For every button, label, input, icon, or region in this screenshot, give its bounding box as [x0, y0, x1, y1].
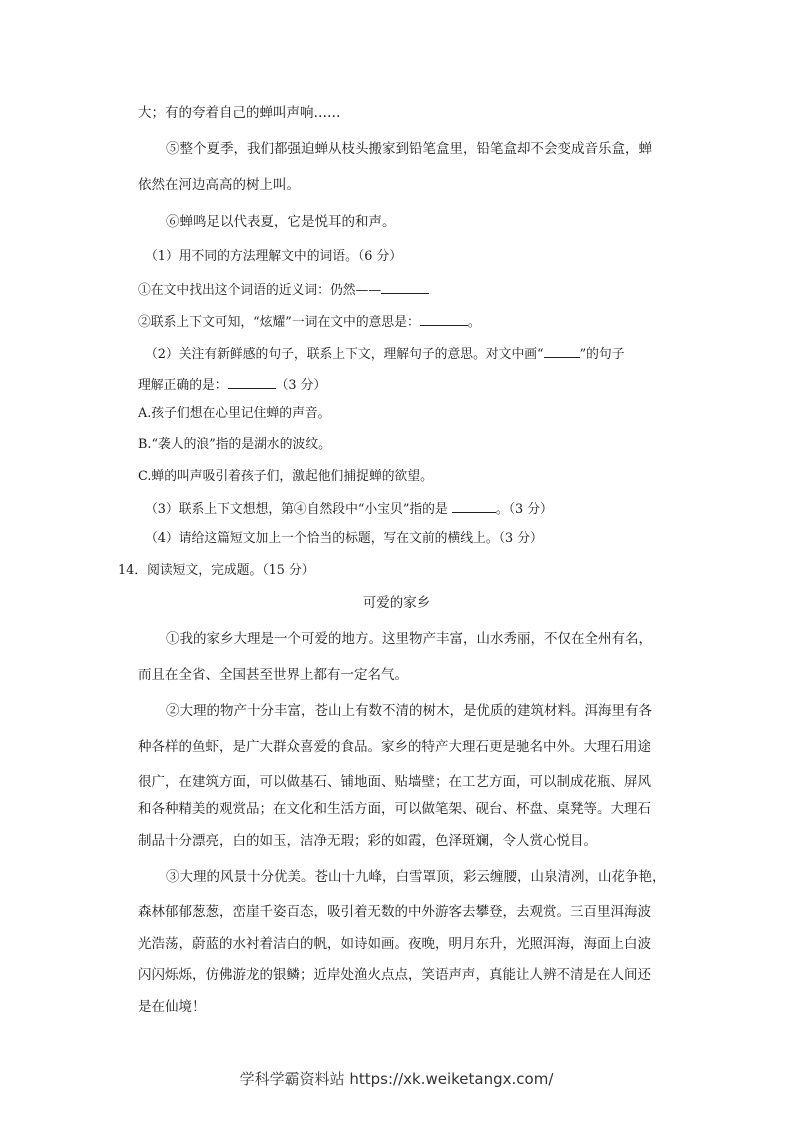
- question-14-heading: 14．阅读短文，完成题。（15 分）: [118, 563, 315, 578]
- article-paragraph-2: 制品十分漂亮，白的如玉，洁净无瑕；彩的如霞，色泽斑斓，令人赏心悦目。: [138, 833, 597, 849]
- question-2-text: （2）关注有新鲜感的句子，联系上下文，理解句子的意思。对文中画“: [145, 347, 544, 362]
- question-1b-suffix: 。: [467, 315, 481, 330]
- question-2-cont-text: 理解正确的是：: [138, 378, 228, 393]
- question-2-cont: [138, 375, 326, 395]
- question-1: （1）用不同的方法理解文中的词语。（6 分）: [145, 249, 403, 264]
- paragraph-6: ⑥蝉鸣足以代表夏，它是悦耳的和声。: [166, 214, 396, 230]
- article-paragraph-3: 森林郁郁葱葱，峦崖千姿百态，吸引着无数的中外游客去攀登，去观赏。三百里洱海波: [138, 904, 651, 920]
- question-1a-text: ①在文中找出这个词语的近义词：仍然——: [138, 283, 382, 298]
- underline-marker: [544, 344, 580, 358]
- question-1b-text: ②联系上下文可知，“炫耀”一词在文中的意思是：: [138, 315, 420, 330]
- paragraph-5-line: ⑤整个夏季，我们都强迫蝉从枝头搬家到铅笔盒里，铅笔盒却不会变成音乐盒，蝉: [166, 141, 652, 157]
- answer-blank[interactable]: [381, 280, 429, 294]
- question-2: [145, 344, 625, 364]
- article-paragraph-2: 很广，在建筑方面，可以做基石、铺地面、贴墙壁；在工艺方面，可以制成花瓶、屏风: [138, 774, 651, 790]
- question-1b: [138, 312, 481, 332]
- answer-blank[interactable]: [420, 312, 468, 326]
- passage-line: 大；有的夸着自己的蝉叫声响……: [138, 105, 341, 121]
- question-4: （4）请给这篇短文加上一个恰当的标题，写在文前的横线上。（3 分）: [145, 531, 543, 546]
- article-paragraph-2: 种各样的鱼虾，是广大群众喜爱的食品。家乡的特产大理石更是驰名中外。大理石用途: [138, 739, 651, 755]
- article-paragraph-3: 闪闪烁烁，仿佛游龙的银鳞；近岸处渔火点点，笑语声声，真能让人辨不清是在人间还: [138, 967, 651, 983]
- question-2-suffix: ”的句子: [579, 347, 625, 362]
- option-c: C.蝉的叫声吸引着孩子们，激起他们捕捉蝉的欲望。: [138, 469, 433, 484]
- option-b: B.“袭人的浪”指的是湖水的波纹。: [138, 437, 331, 452]
- article-paragraph-3: 是在仙境！: [138, 999, 206, 1015]
- article-paragraph-1: 而且在全省、全国甚至世界上都有一定名气。: [138, 667, 408, 683]
- article-paragraph-3: ③大理的风景十分优美。苍山十九峰，白雪罩顶，彩云缠腰，山泉清冽，山花争艳，: [166, 869, 666, 885]
- question-2-score: （3 分）: [275, 378, 327, 393]
- question-3: [145, 499, 553, 519]
- question-3-text: （3）联系上下文想想，第④自然段中“小宝贝”指的是: [145, 502, 448, 517]
- question-3-suffix: 。（3 分）: [495, 502, 553, 517]
- answer-blank[interactable]: [452, 499, 496, 513]
- article-paragraph-3: 光浩荡，蔚蓝的水衬着洁白的帆，如诗如画。夜晚，明月东升，光照洱海，海面上白波: [138, 936, 651, 952]
- article-paragraph-2: ②大理的物产十分丰富，苍山上有数不清的树木，是优质的建筑材料。洱海里有各: [166, 703, 652, 719]
- option-a: A.孩子们想在心里记住蝉的声音。: [138, 406, 331, 421]
- article-paragraph-1: ①我的家乡大理是一个可爱的地方。这里物产丰富，山水秀丽，不仅在全州有名，: [166, 631, 652, 647]
- page-footer: 学科学霸资料站 https://xk.weiketangx.com/: [239, 1070, 554, 1088]
- article-paragraph-2: 和各种精美的观赏品；在文化和生活方面，可以做笔架、砚台、杯盘、桌凳等。大理石: [138, 801, 651, 817]
- question-1a: [138, 280, 429, 300]
- paragraph-5-line: 依然在河边高高的树上叫。: [138, 177, 300, 193]
- article-title: 可爱的家乡: [362, 595, 431, 611]
- answer-blank[interactable]: [228, 375, 276, 389]
